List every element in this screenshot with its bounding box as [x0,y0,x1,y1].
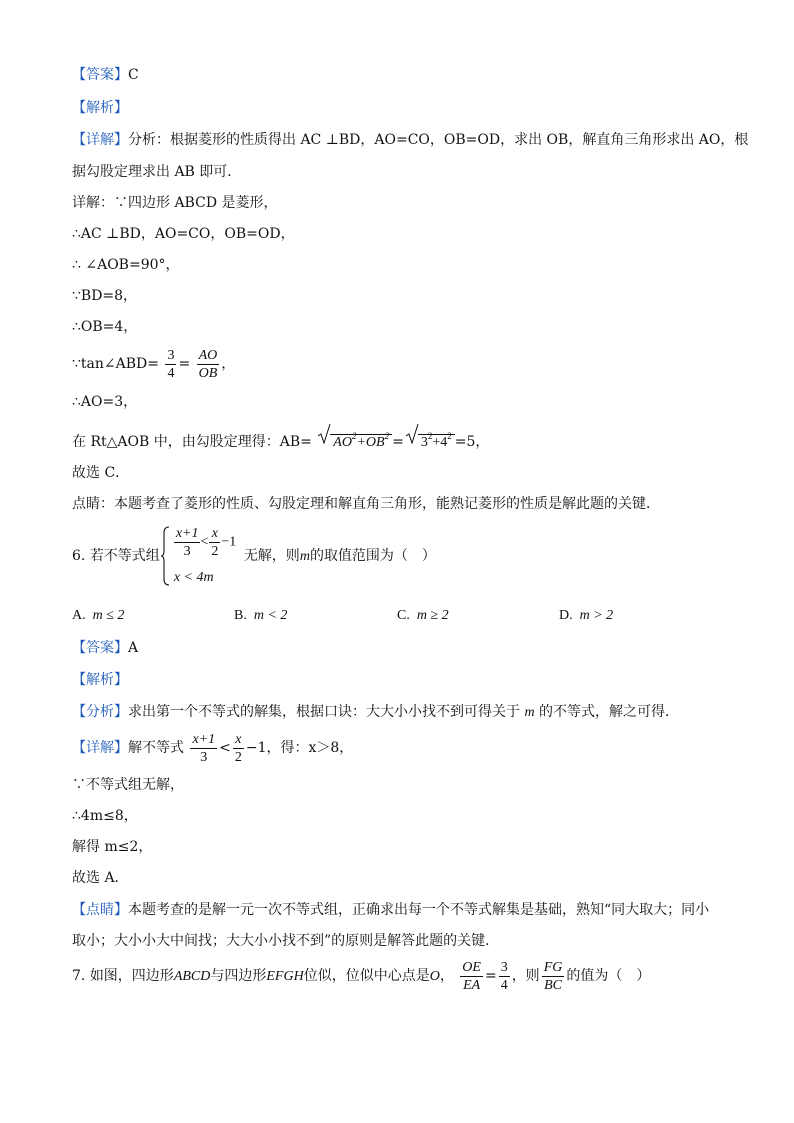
radical-icon [318,423,331,445]
result: =5， [454,434,490,450]
detail-tag: 【详解】 [72,132,128,148]
option-a[interactable] [72,606,124,626]
less-than: < [219,740,231,756]
dianjing-text: 本题考查的是解一元一次不等式组，正确求出每一个不等式解集是基础，熟知“同大取大；同小 [128,902,710,918]
q5-step7 [72,425,489,454]
frac-num: x+1 [192,731,216,747]
frac-num: FG [543,959,563,975]
radicand [418,431,455,450]
question-number: 7. [72,968,86,984]
frac-oe-ea [460,959,483,994]
frac-den: BC [544,977,562,993]
option-text: m ≥ 2 [416,608,449,623]
frac-den: OB [198,365,218,381]
q6-detail [72,728,353,768]
inequality-1 [174,525,236,560]
option-d[interactable] [559,606,613,626]
equals: = [392,434,404,450]
tan-prefix: ∵tan∠ABD= [72,356,159,372]
sqrt-3-4 [406,425,455,454]
q5-step6: ∴AO=3， [72,394,138,410]
frac-num: 3 [167,347,175,363]
frac-x-2 [209,525,220,560]
exp: 2 [427,431,433,441]
fraction-ao-ob [197,347,220,382]
q5-step5 [72,344,235,384]
frac-num: x [209,525,220,543]
dianjing-tag: 【点睛】 [72,902,128,918]
q6-dianjing-line1 [72,900,709,920]
q5-step1: ∴AC ⊥BD，AO=CO，OB=OD， [72,226,295,242]
option-label: C. [397,608,410,623]
quad-efgh: EFGH [266,969,304,984]
option-label: A. [72,608,86,623]
frac-x1-3 [190,731,217,766]
frac-num: x+1 [175,526,199,541]
frac-num: 3 [500,959,508,975]
q5-step4: ∴OB=4， [72,319,138,335]
fenxi-text-b: 的不等式，解之可得． [539,704,680,720]
equals: = [484,968,497,984]
term-3: 3 [420,435,428,450]
pythagoras-prefix: 在 Rt△AOB 中，由勾股定理得：AB= [72,434,312,450]
q6-stem [72,524,436,588]
term-ao: AO [333,435,352,450]
analysis-tag: 【解析】 [72,672,128,688]
frac-den: 3 [183,544,191,559]
stem-text: 的值为（ ） [566,968,651,984]
exp: 2 [384,431,390,441]
var-m: m [524,705,535,720]
frac-x1-3 [174,525,201,560]
question-number: 6. [72,548,86,564]
q5-step2: ∴ ∠AOB=90°， [72,257,180,273]
center-o: O [429,969,440,984]
stem-text: 与四边形 [210,968,267,984]
frac-num: AO [198,347,218,363]
detail-prefix: 解不等式 [128,740,184,756]
frac-den: EA [463,977,481,993]
detail-text: 分析：根据菱形的性质得出 AC ⊥BD，AO=CO，OB=OD，求出 OB，解直角三角形求出 AO，根 [128,132,749,148]
radicand [330,431,392,450]
q5-analysis-tag [72,98,128,118]
stem-suffix-a: 无解，则 [243,548,300,564]
minus-one: −1 [221,534,237,550]
q5-step3: ∵BD=8， [72,288,138,304]
equals: = [178,356,191,372]
exp: 2 [447,431,452,441]
term-ob: +OB [356,435,385,450]
answer-value: C [128,67,139,83]
q5-comment: 点睛：本题考查了菱形的性质、勾股定理和解直角三角形，能熟记菱形的性质是解此题的关键． [72,496,660,512]
stem-text: ，则 [511,968,540,984]
less-than: < [200,534,209,550]
frac-3-4 [499,959,510,994]
stem-text: 如图，四边形 [89,968,174,984]
quad-abcd: ABCD [173,969,211,984]
detail-tail: −1，得：x＞8， [245,740,354,756]
fraction-3-4 [165,347,176,382]
var-m: m [299,549,310,564]
answer-tag: 【答案】 [72,640,128,656]
analysis-tag: 【解析】 [72,100,128,116]
q6-s3: 解得 m≤2， [72,839,153,855]
fenxi-text: 求出第一个不等式的解集，根据口诀：大大小小找不到可得关于 [128,704,520,720]
q5-detail-line2: 据勾股定理求出 AB 即可． [72,164,242,180]
frac-den: 2 [234,749,242,765]
q6-dianjing-line2: 取小；大小小大中间找；大大小小找不到”的原则是解答此题的关键． [72,933,500,949]
stem-prefix: 若不等式组 [89,548,160,564]
inequality-system [160,525,244,587]
option-label: B. [234,608,247,623]
q6-s1: ∵不等式组无解， [72,777,184,793]
comma: ， [439,968,454,984]
frac-x-2 [233,731,244,766]
stem-text: 位似，位似中心点是 [303,968,430,984]
exp: 2 [351,431,357,441]
q5-answer-line [72,65,139,85]
q5-conclusion: 故选 C． [72,465,130,481]
q6-fenxi [72,702,679,723]
q6-s4: 故选 A． [72,870,129,886]
frac-num: x [233,731,244,749]
frac-den: 4 [500,977,508,993]
option-text: m ≤ 2 [92,608,125,623]
option-text: m < 2 [253,608,288,623]
detail-tag: 【详解】 [72,740,128,756]
frac-den: 3 [200,749,208,765]
q6-s2: ∴4m≤8， [72,808,138,824]
stem-suffix-b: 的取值范围为（ ） [309,548,436,564]
option-label: D. [559,608,573,623]
q6-answer-line [72,638,138,658]
frac-fg-bc [542,959,565,994]
option-c[interactable] [397,606,449,626]
term-4: +4 [432,435,448,450]
q5-detail-line1 [72,130,748,150]
radical-icon [406,423,419,445]
left-brace-icon [160,525,170,587]
sqrt-ao-ob [318,425,392,454]
option-b[interactable] [234,606,287,626]
frac-num: OE [462,959,481,975]
option-text: m > 2 [579,608,614,623]
q5-solve-intro: 详解：∵四边形 ABCD 是菱形， [72,195,278,211]
q7-stem [72,956,650,997]
inequality-2: x < 4m [173,570,214,585]
frac-den: 2 [211,544,219,559]
frac-den: 4 [167,365,175,381]
answer-value: A [128,640,139,656]
fenxi-tag: 【分析】 [72,704,128,720]
answer-tag: 【答案】 [72,67,128,83]
q6-analysis-tag [72,670,128,690]
comma: ， [221,356,236,372]
